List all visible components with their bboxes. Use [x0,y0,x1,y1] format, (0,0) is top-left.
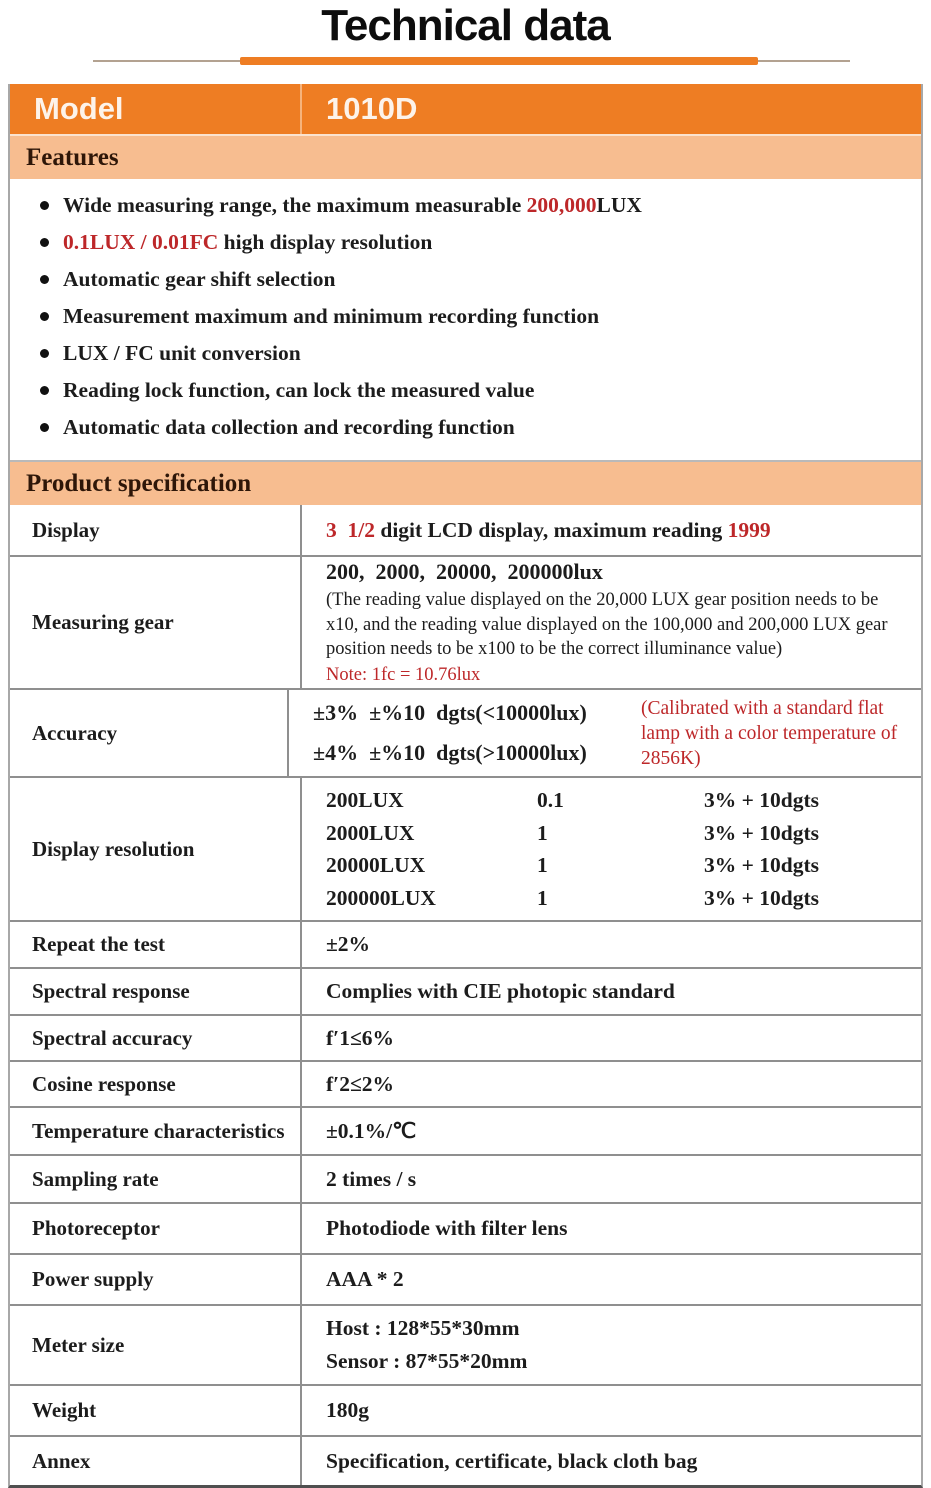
bullet-icon [40,275,49,284]
bullet-icon [40,238,49,247]
feature-item [40,341,911,365]
spec-row-photoreceptor [10,1202,921,1253]
spec-row-accuracy [10,688,921,776]
row-value: Complies with CIE photopic standard [300,969,921,1014]
bullet-icon [40,312,49,321]
title-underline [0,57,931,66]
row-value: 3 1/2 digit LCD display, maximum reading 1999 [300,505,921,555]
measuring-gear-note: Note: 1fc = 10.76lux [326,664,481,685]
row-value [300,1306,921,1384]
feature-text: Wide measuring range, the maximum measurable 200,000LUX [63,193,642,217]
accuracy-calibration-note: (Calibrated with a standard flat lamp with a color temperature of 2856K) [641,697,898,769]
feature-item [40,304,911,328]
model-value: 1010D [300,84,921,134]
spec-row-repeat-test [10,920,921,967]
spec-row-weight [10,1384,921,1435]
title-underline-thick [240,57,758,65]
row-value [287,690,921,776]
product-spec-section-header: Product specification [10,462,921,505]
row-value: ±2% [300,922,921,967]
row-label: Accuracy [32,720,118,745]
spec-table [10,505,921,1485]
feature-text: Reading lock function, can lock the measured value [63,378,535,402]
spec-row-power-supply [10,1253,921,1304]
row-label: Spectral accuracy [32,1025,193,1050]
spec-row-spectral-response [10,967,921,1014]
feature-item [40,415,911,439]
row-value [300,557,921,688]
row-value: AAA * 2 [300,1255,921,1304]
spec-row-display-resolution [10,776,921,920]
measuring-gear-ranges: 200, 2000, 20000, 200000lux [326,559,603,585]
row-label: Repeat the test [32,932,165,956]
row-value: f′2≤2% [300,1062,921,1106]
row-value: f′1≤6% [300,1016,921,1060]
row-value: ±0.1%/℃ [300,1108,921,1154]
spec-row-temperature [10,1106,921,1154]
spec-row-sampling-rate [10,1154,921,1202]
features-section-header: Features [10,136,921,179]
resolution-grid: 200LUX 0.1 3% + 10dgts 2000LUX 1 3% + 10dgts 20000LUX 1 3% + 10dgts 200000LUX 1 3% + 10dgts [326,788,819,910]
model-header-row [10,84,921,136]
row-label: Weight [32,1398,97,1422]
spec-row-display [10,505,921,555]
row-label: Display resolution [32,836,195,861]
model-label: Model [34,91,124,126]
row-label: Meter size [32,1332,125,1357]
spec-row-meter-size [10,1304,921,1384]
feature-text: LUX / FC unit conversion [63,341,301,365]
bullet-icon [40,201,49,210]
bullet-icon [40,423,49,432]
feature-text: Measurement maximum and minimum recording function [63,304,600,328]
feature-item [40,193,911,217]
feature-item [40,230,911,254]
row-label: Measuring gear [32,610,174,634]
feature-item [40,267,911,291]
bullet-icon [40,386,49,395]
row-value [300,778,921,920]
feature-item [40,378,911,402]
row-label: Temperature characteristics [32,1118,285,1143]
spec-row-annex [10,1435,921,1485]
row-value: Specification, certificate, black cloth bag [300,1437,921,1485]
row-value: 2 times / s [300,1156,921,1202]
row-label: Sampling rate [32,1166,159,1191]
measuring-gear-description: (The reading value displayed on the 20,000 LUX gear position needs to be x10, and the reading value displayed on the 100,000 and 200,000 LUX gear position needs to be x100 to be the correct illuminance value) [326,590,888,660]
row-label: Spectral response [32,979,190,1003]
spec-row-measuring-gear [10,555,921,688]
feature-text: Automatic gear shift selection [63,267,336,291]
spec-row-spectral-accuracy [10,1014,921,1060]
row-label: Power supply [32,1267,154,1291]
page-title: Technical data [321,1,610,50]
features-list [10,179,921,462]
spec-row-cosine-response [10,1060,921,1106]
feature-text: 0.1LUX / 0.01FC high display resolution [63,230,433,254]
row-label: Annex [32,1448,91,1473]
row-value: Photodiode with filter lens [300,1204,921,1253]
meter-size-host: Host : 128*55*30mm [326,1316,520,1340]
feature-text: Automatic data collection and recording function [63,415,515,439]
row-label: Photoreceptor [32,1216,160,1240]
row-label: Display [32,517,100,542]
meter-size-sensor: Sensor : 87*55*20mm [326,1349,528,1373]
row-value: 180g [300,1386,921,1435]
accuracy-values: ±3% ±%10 dgts(<10000lux) ±4% ±%10 dgts(>10000lux) [313,700,587,765]
bullet-icon [40,349,49,358]
row-label: Cosine response [32,1071,176,1096]
spec-sheet [8,84,923,1488]
